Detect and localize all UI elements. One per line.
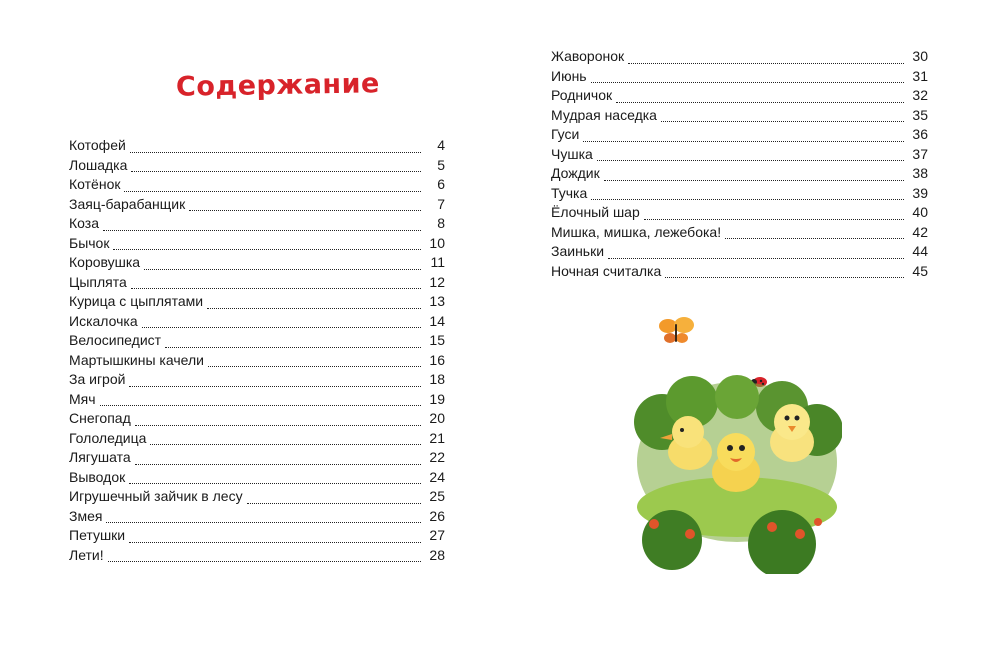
toc-entry-page: 28 (429, 546, 445, 563)
butterfly-icon (659, 317, 694, 343)
toc-entry[interactable] (69, 214, 445, 234)
toc-entry[interactable] (69, 351, 445, 371)
toc-right-column (551, 47, 928, 281)
toc-leader-dots (131, 288, 421, 289)
toc-entry-title: Котёнок (69, 176, 121, 192)
toc-leader-dots (628, 63, 904, 64)
toc-leader-dots (189, 210, 421, 211)
toc-entry[interactable] (69, 253, 445, 273)
toc-entry-page: 20 (429, 410, 445, 426)
toc-entry-title: Коровушка (69, 254, 141, 270)
toc-leader-dots (616, 102, 904, 103)
toc-entry-page: 27 (429, 527, 445, 543)
toc-entry-page: 42 (912, 223, 928, 240)
toc-entry-page: 40 (912, 204, 928, 220)
toc-leader-dots (103, 230, 421, 231)
toc-entry-title: Игрушечный зайчик в лесу (69, 488, 243, 504)
toc-entry[interactable] (69, 507, 445, 527)
toc-entry-page: 32 (912, 87, 928, 103)
toc-entry-title: Выводок (69, 468, 126, 485)
toc-entry[interactable] (551, 106, 928, 126)
toc-entry-page: 45 (912, 262, 928, 279)
toc-entry-title: Бычок (69, 234, 110, 251)
toc-entry-page: 8 (437, 215, 445, 231)
toc-leader-dots (100, 405, 421, 406)
toc-leader-dots (124, 191, 421, 192)
toc-entry-title: Июнь (551, 67, 587, 84)
toc-entry-title: Мишка, мишка, лежебока! (551, 223, 722, 240)
toc-leader-dots (165, 347, 421, 348)
toc-entry-page: 19 (429, 390, 445, 407)
toc-leader-dots (208, 366, 421, 367)
toc-leader-dots (665, 277, 904, 278)
toc-entry-title: Гололедица (69, 429, 147, 446)
toc-entry[interactable] (69, 468, 445, 488)
toc-entry-title: Родничок (551, 87, 613, 103)
toc-entry[interactable] (69, 487, 445, 507)
toc-entry-title: Дождик (551, 165, 600, 181)
toc-entry[interactable] (69, 156, 445, 176)
toc-entry-title: Петушки (69, 527, 126, 543)
toc-entry-page: 38 (912, 165, 928, 181)
toc-leader-dots (108, 561, 421, 562)
toc-leader-dots (597, 160, 904, 161)
toc-entry[interactable] (69, 312, 445, 332)
toc-entry[interactable] (69, 409, 445, 429)
toc-entry[interactable] (69, 546, 445, 566)
toc-entry-page: 25 (429, 488, 445, 504)
toc-entry[interactable] (69, 448, 445, 468)
toc-entry[interactable] (69, 370, 445, 390)
toc-entry-title: Лошадка (69, 156, 128, 173)
toc-entry-title: Искалочка (69, 312, 138, 329)
toc-entry[interactable] (551, 164, 928, 184)
toc-entry[interactable] (69, 136, 445, 156)
toc-leader-dots (207, 308, 421, 309)
toc-leader-dots (129, 386, 421, 387)
toc-entry[interactable] (69, 175, 445, 195)
toc-leader-dots (113, 249, 421, 250)
toc-entry[interactable] (551, 262, 928, 282)
toc-leader-dots (591, 199, 904, 200)
toc-leader-dots (106, 522, 421, 523)
toc-entry[interactable] (69, 292, 445, 312)
toc-entry-title: Ёлочный шар (551, 204, 640, 220)
toc-entry-title: Курица с цыплятами (69, 293, 204, 309)
toc-entry-title: Мудрая наседка (551, 106, 657, 123)
toc-entry-title: Змея (69, 507, 103, 524)
toc-leader-dots (604, 180, 904, 181)
toc-entry[interactable] (69, 390, 445, 410)
toc-leader-dots (150, 444, 421, 445)
toc-entry-title: Коза (69, 215, 99, 231)
toc-leader-dots (661, 121, 904, 122)
toc-entry-page: 12 (429, 273, 445, 290)
toc-entry-title: Котофей (69, 137, 126, 153)
toc-leader-dots (142, 327, 421, 328)
toc-entry-page: 30 (912, 48, 928, 64)
toc-entry-page: 4 (437, 137, 445, 153)
toc-entry-title: Лети! (69, 546, 104, 563)
toc-entry[interactable] (69, 273, 445, 293)
toc-entry[interactable] (69, 526, 445, 546)
toc-leader-dots (608, 258, 904, 259)
toc-leader-dots (247, 503, 421, 504)
toc-leader-dots (129, 542, 421, 543)
toc-entry-title: Цыплята (69, 273, 127, 290)
chicks-illustration (632, 312, 842, 574)
toc-entry-page: 16 (429, 351, 445, 368)
toc-entry-page: 14 (429, 312, 445, 329)
toc-entry-page: 44 (912, 243, 928, 259)
toc-entry-page: 26 (429, 507, 445, 524)
toc-entry[interactable] (551, 47, 928, 67)
toc-entry-page: 37 (912, 145, 928, 162)
toc-entry-page: 36 (912, 126, 928, 142)
toc-leader-dots (583, 141, 904, 142)
toc-entry-page: 13 (429, 293, 445, 309)
toc-entry-page: 35 (912, 106, 928, 123)
toc-entry-page: 24 (429, 468, 445, 485)
toc-entry-page: 5 (437, 156, 445, 173)
toc-entry-page: 39 (912, 184, 928, 201)
toc-leader-dots (130, 152, 421, 153)
toc-entry[interactable] (551, 145, 928, 165)
toc-entry-page: 18 (429, 371, 445, 387)
toc-entry[interactable] (69, 234, 445, 254)
toc-entry-title: Чушка (551, 145, 593, 162)
toc-leader-dots (725, 238, 904, 239)
toc-entry[interactable] (551, 223, 928, 243)
toc-entry[interactable] (551, 67, 928, 87)
toc-entry[interactable] (551, 125, 928, 145)
toc-entry-title: Мяч (69, 390, 96, 407)
toc-entry-title: Мартышкины качели (69, 351, 204, 368)
toc-entry-page: 15 (429, 332, 445, 348)
toc-entry-page: 31 (912, 67, 928, 84)
toc-leader-dots (135, 425, 421, 426)
toc-entry-title: Ночная считалка (551, 262, 662, 279)
toc-entry-title: Тучка (551, 184, 588, 201)
toc-entry-page: 22 (429, 449, 445, 465)
toc-entry[interactable] (551, 242, 928, 262)
toc-leader-dots (135, 464, 421, 465)
toc-entry[interactable] (69, 195, 445, 215)
toc-entry-title: Лягушата (69, 449, 131, 465)
page-title: Содержание (175, 68, 381, 103)
toc-entry[interactable] (69, 331, 445, 351)
toc-entry-page: 21 (429, 429, 445, 446)
toc-entry-title: За игрой (69, 371, 126, 387)
toc-leader-dots (144, 269, 421, 270)
toc-entry-title: Гуси (551, 126, 580, 142)
toc-entry-page: 10 (429, 234, 445, 251)
toc-entry-title: Снегопад (69, 410, 131, 426)
toc-leader-dots (129, 483, 421, 484)
toc-entry-page: 11 (430, 254, 445, 270)
toc-entry[interactable] (551, 203, 928, 223)
toc-leader-dots (591, 82, 904, 83)
toc-entry[interactable] (551, 86, 928, 106)
toc-left-column (69, 136, 445, 565)
toc-leader-dots (644, 219, 904, 220)
toc-entry-page: 6 (437, 176, 445, 192)
toc-entry-title: Заиньки (551, 243, 605, 259)
chick-icon (770, 404, 814, 462)
toc-entry[interactable] (69, 429, 445, 449)
toc-leader-dots (131, 171, 421, 172)
toc-entry[interactable] (551, 184, 928, 204)
toc-entry-title: Жаворонок (551, 48, 625, 64)
toc-entry-page: 7 (437, 195, 445, 212)
toc-entry-title: Заяц-барабанщик (69, 195, 186, 212)
toc-entry-title: Велосипедист (69, 332, 162, 348)
